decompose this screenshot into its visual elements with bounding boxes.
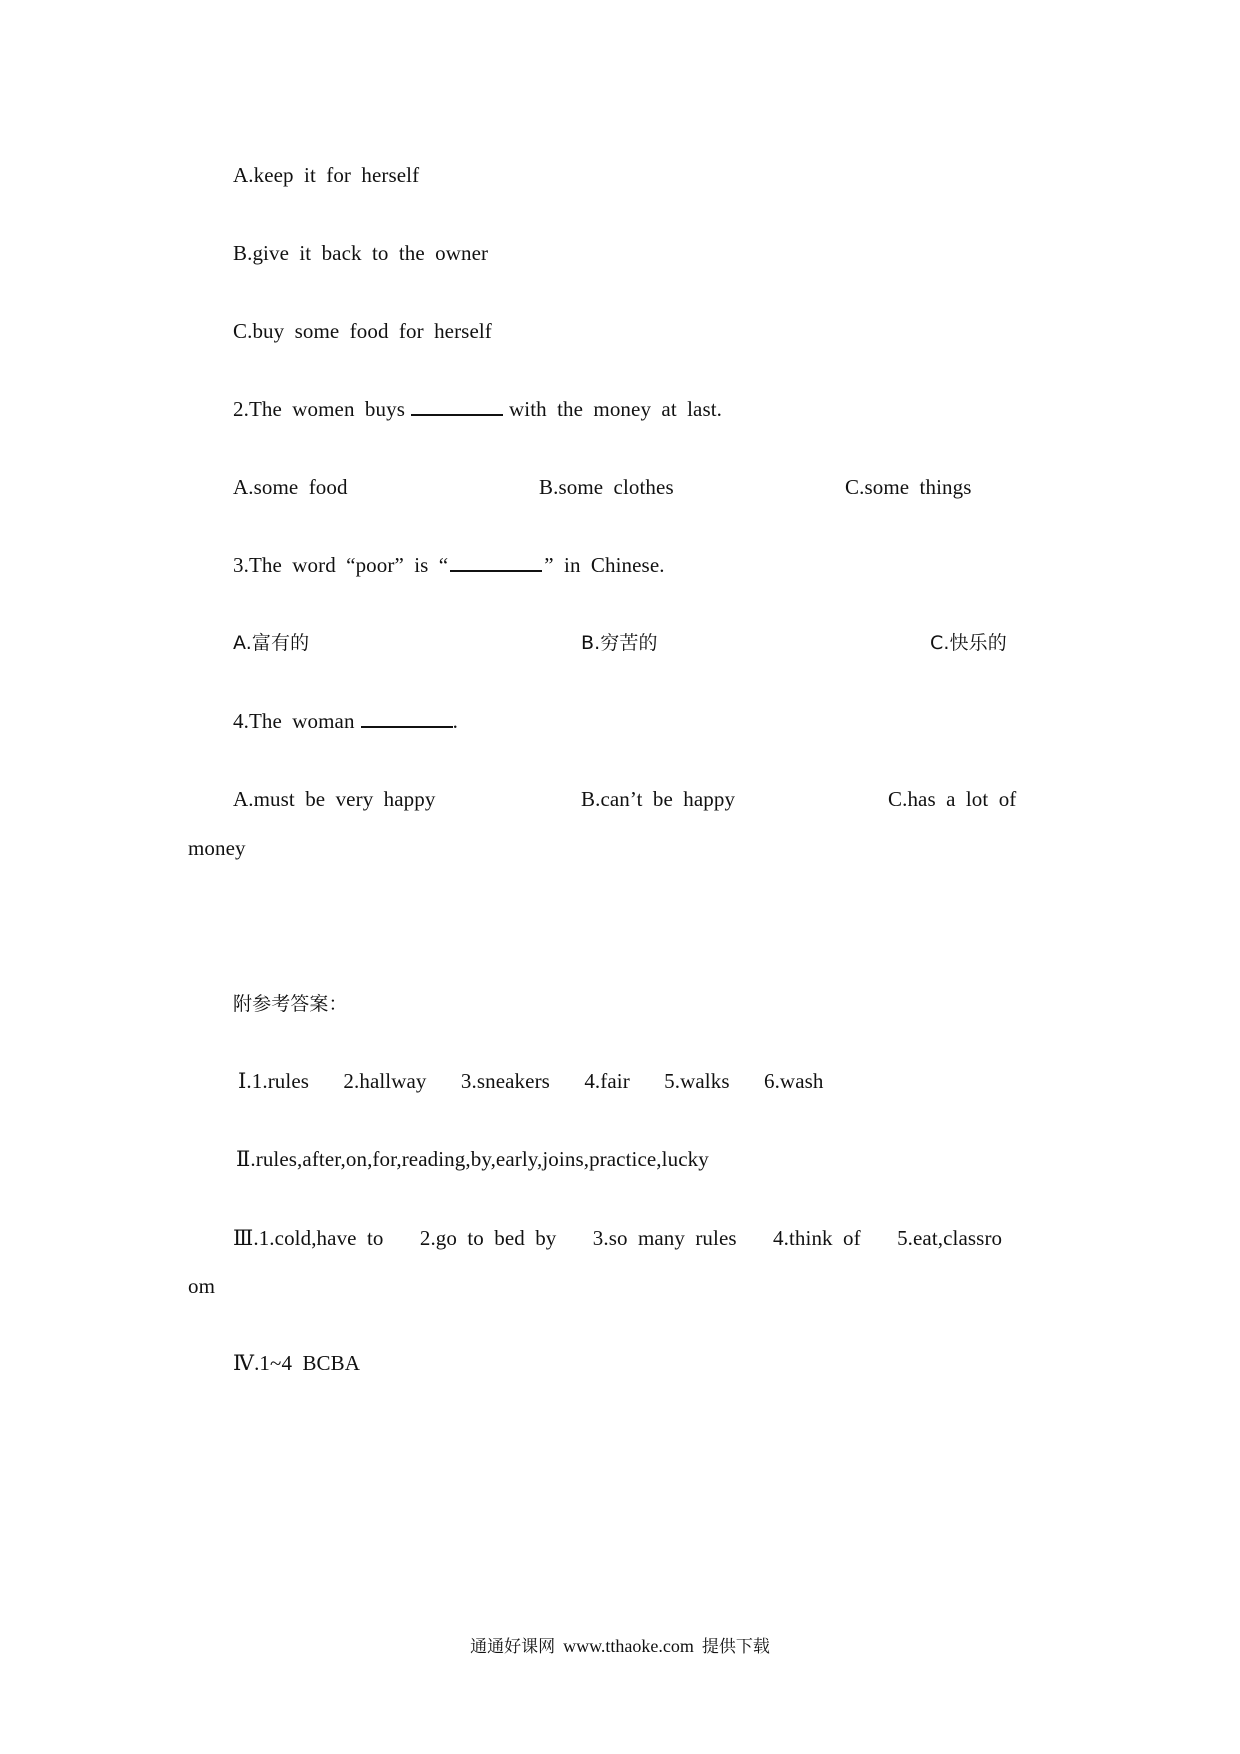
q3-option-a-text: A.富有的: [233, 632, 310, 654]
answers-section-3-item: 4.think of: [773, 1226, 861, 1250]
answers-section-3-item: 3.so many rules: [592, 1226, 737, 1250]
q3-blank: [450, 556, 542, 572]
answers-section-1-item: 6.wash: [763, 1069, 824, 1093]
answers-heading: [233, 993, 348, 1014]
answers-section-4: Ⅳ.1~4 BCBA: [233, 1351, 361, 1375]
answers-section-1-item: 2.hallway: [343, 1069, 427, 1093]
footer-site-name: 通通好课网: [470, 1637, 556, 1657]
answers-section-1-prefix: Ⅰ.: [238, 1069, 252, 1093]
answers-section-3-wrap: om: [188, 1274, 216, 1298]
q3-option-c-text: C.快乐的: [930, 632, 1007, 654]
q1-option-b: B.give it back to the owner: [233, 241, 489, 265]
q2-option-b: B.some clothes: [539, 475, 674, 499]
q4-stem-after: .: [452, 709, 458, 733]
footer-suffix: 提供下载: [701, 1637, 770, 1657]
footer-url[interactable]: www.tthaoke.com: [563, 1636, 694, 1656]
q4-option-c-wrap: money: [188, 836, 246, 860]
q4-stem: [233, 711, 458, 732]
q3-stem-before: 3.The word “poor” is “: [233, 553, 449, 577]
q2-stem-before: 2.The women buys: [233, 397, 405, 421]
q2-option-a: A.some food: [233, 475, 348, 499]
q4-option-a: A.must be very happy: [233, 787, 436, 811]
q3-option-b: [581, 632, 658, 653]
answers-section-3: [233, 1228, 1002, 1249]
q1-option-c: C.buy some food for herself: [233, 319, 492, 343]
answers-section-3-item: 2.go to bed by: [419, 1226, 557, 1250]
q2-blank: [411, 400, 503, 416]
answers-section-1: [238, 1071, 824, 1092]
q2-option-c: C.some things: [845, 475, 972, 499]
answers-section-1-item: 4.fair: [584, 1069, 630, 1093]
answers-section-3-item: 1.cold,have to: [258, 1226, 384, 1250]
q1-option-a: A.keep it for herself: [233, 163, 420, 187]
answers-section-1-item: 3.sneakers: [460, 1069, 550, 1093]
q4-option-b: B.can’t be happy: [581, 787, 736, 811]
q4-option-c: C.has a lot of: [888, 787, 1017, 811]
answers-heading-text: 附参考答案：: [233, 993, 348, 1015]
q3-stem-after: ” in Chinese.: [544, 553, 665, 577]
answers-section-3-prefix: Ⅲ.: [233, 1226, 259, 1250]
q3-option-b-text: B.穷苦的: [581, 632, 658, 654]
q3-stem: [233, 555, 665, 576]
q4-stem-before: 4.The woman: [233, 709, 355, 733]
q3-option-c: [930, 632, 1007, 653]
answers-section-1-item: 5.walks: [664, 1069, 730, 1093]
answers-section-3-item: 5.eat,classro: [897, 1226, 1003, 1250]
q2-stem-after: with the money at last.: [509, 397, 723, 421]
answers-section-2: Ⅱ.rules,after,on,for,reading,by,early,joins,practice,lucky: [236, 1147, 709, 1171]
q3-option-a: [233, 632, 309, 653]
q2-stem: [233, 399, 722, 420]
q4-blank: [361, 712, 453, 728]
answers-section-1-item: 1.rules: [251, 1069, 310, 1093]
page-footer: [0, 1632, 1240, 1657]
